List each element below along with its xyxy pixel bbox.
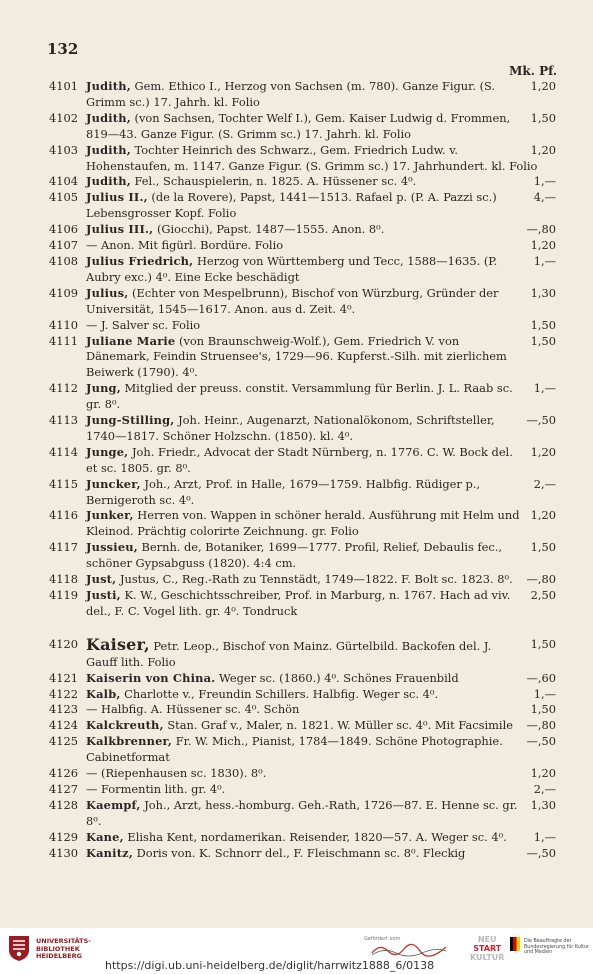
catalog-entry [49, 238, 558, 254]
entry-text [86, 671, 556, 687]
catalog-entry [49, 702, 558, 718]
entry-text [86, 766, 556, 782]
entry-price: 2,50 [530, 588, 556, 602]
entry-number: 4121 [49, 670, 78, 685]
federal-eagle-icon [510, 937, 520, 951]
entry-price: 1,30 [530, 285, 556, 300]
entry-name: Junge, [86, 444, 129, 459]
entry-number: 4126 [49, 766, 78, 781]
entry-name: Kanitz, [86, 845, 133, 860]
catalog-entry [49, 254, 558, 286]
entry-name: Judith, [86, 79, 131, 93]
entry-name: Judith, [86, 110, 131, 125]
entry-number: 4106 [49, 222, 78, 237]
entry-description: Joh., Arzt, hess.-homburg. Geh.-Rath, 1726—87. E. Henne sc. gr. 8⁰. [86, 797, 518, 828]
entry-price: 1,20 [530, 508, 556, 523]
catalog-entry [49, 508, 558, 540]
entry-description: (von Braunschweig-Wolf.), Gem. Friedrich V. von Dänemark, Feindin Struensee's, 1729—96. Kupferst.-Silh. mit zierlichem Beiwerk (1790). 4⁰. [86, 333, 507, 380]
entry-description: (Giocchi), Papst. 1487—1555. Anon. 8⁰. [156, 222, 385, 237]
entry-description: — Halbfig. A. Hüssener sc. 4⁰. Schön [86, 702, 300, 717]
entry-price: 1,— [533, 174, 556, 189]
entry-description: Petr. Leop., Bischof von Mainz. Gürtelbild. Backofen del. J. Gauff lith. Folio [86, 638, 492, 669]
entry-number: 4114 [49, 444, 78, 459]
entry-price: —,80 [526, 718, 556, 733]
entry-description: Charlotte v., Freundin Schillers. Halbfig. Weger sc. 4⁰. [124, 686, 439, 701]
catalog-entry [49, 671, 558, 687]
entry-description: — (Riepenhausen sc. 1830). 8⁰. [86, 766, 267, 781]
entry-number: 4116 [49, 508, 78, 523]
entry-number: 4117 [49, 540, 78, 555]
entry-number: 4102 [49, 110, 78, 125]
entry-name: Judith, [86, 174, 131, 189]
sponsor-caption: Gefördert vom [364, 936, 401, 942]
entry-name: Just, [86, 572, 117, 587]
library-name[interactable]: UNIVERSITÄTS- BIBLIOTHEK HEIDELBERG [36, 937, 91, 960]
entry-name: Julius Friedrich, [86, 253, 194, 268]
entry-price: —,50 [526, 734, 556, 749]
entry-text [86, 413, 556, 445]
entry-number: 4125 [49, 734, 78, 749]
entry-price: 1,20 [530, 444, 556, 459]
entry-price: 1,— [533, 381, 556, 396]
entry-description: Joh. Heinr., Augenarzt, Nationalökonom, Schriftsteller, 1740—1817. Schöner Holzschn. (1850). kl. 4⁰. [86, 413, 495, 443]
entry-price: 1,50 [530, 702, 556, 717]
catalog-entry [49, 687, 558, 703]
entry-description: Justus, C., Reg.-Rath zu Tennstädt, 1749—1822. F. Bolt sc. 1823. 8⁰. [119, 572, 513, 587]
entry-text [86, 734, 556, 766]
entry-price: 1,50 [530, 333, 556, 348]
neustart-kultur-logo[interactable]: NEU START KULTUR [470, 935, 505, 962]
sponsor-logo-icon [370, 941, 448, 957]
university-seal-icon[interactable] [6, 934, 32, 962]
entry-number: 4122 [49, 686, 78, 701]
entry-name: Kaiserin von China. [86, 670, 216, 685]
entry-description: — Anon. Mit figürl. Bordüre. Folio [86, 238, 284, 253]
catalog-entry [49, 445, 558, 477]
entry-number: 4124 [49, 718, 78, 733]
entry-description: Joh. Friedr., Advocat der Stadt Nürnberg, n. 1776. C. W. Bock del. et sc. 1805. gr. 8⁰. [86, 444, 513, 475]
entry-text [86, 687, 556, 703]
entry-name: Kalkbrenner, [86, 734, 173, 749]
entry-text [86, 572, 556, 588]
catalog-entry [49, 286, 558, 318]
entry-description: Bernh. de, Botaniker, 1699—1777. Profil, Relief, Debaulis fec., schöner Gypsabguss (1820). 4:4 cm. [86, 540, 503, 571]
entry-price: 4,— [533, 190, 556, 205]
entry-description: Doris von. K. Schnorr del., F. Fleischmann sc. 8⁰. Fleckig [136, 845, 466, 860]
entry-text [86, 718, 556, 734]
entry-price: 1,30 [530, 797, 556, 812]
entry-text [86, 830, 556, 846]
catalog-entry [49, 798, 558, 830]
entry-description: Stan. Graf v., Maler, n. 1821. W. Müller sc. 4⁰. Mit Facsimile [167, 718, 513, 733]
entry-number: 4129 [49, 829, 78, 844]
entry-name: Julius III., [86, 222, 154, 237]
entry-number: 4127 [49, 781, 78, 796]
entry-description: — Formentin lith. gr. 4⁰. [86, 781, 226, 796]
entry-name: Justi, [86, 588, 121, 602]
entry-text [86, 477, 556, 509]
entry-text [86, 702, 556, 718]
entry-number: 4107 [49, 238, 78, 253]
entry-name: Julius II., [86, 190, 148, 205]
entry-number: 4113 [49, 413, 78, 428]
entry-description: (Echter von Mespelbrunn), Bischof von Würzburg, Gründer der Universität, 1545—1617. Anon. aus d. Zeit. 4⁰. [86, 285, 499, 316]
entry-price: 1,— [533, 686, 556, 701]
entry-text [86, 381, 556, 413]
entry-number: 4119 [49, 588, 78, 602]
entry-text [86, 318, 556, 334]
entry-price: —,80 [526, 572, 556, 587]
entry-description: K. W., Geschichtsschreiber, Prof. in Marburg, n. 1767. Hach ad viv. del., F. C. Vogel lith. gr. 4⁰. Tondruck [86, 588, 511, 618]
entry-text [86, 540, 556, 572]
entry-name: Kane, [86, 829, 124, 844]
entry-text [86, 445, 556, 477]
entry-number: 4130 [49, 845, 78, 860]
entry-text [86, 286, 556, 318]
entry-text [86, 782, 556, 798]
catalog-entry [49, 846, 558, 862]
catalog-entry [49, 111, 558, 143]
entry-name: Julius, [86, 285, 129, 300]
entry-number: 4101 [49, 79, 78, 93]
entry-price: 1,20 [530, 766, 556, 781]
page-url-link[interactable]: https://digi.ub.uni-heidelberg.de/diglit/harrwitz1888_6/0138 [105, 959, 435, 972]
entry-description: Tochter Heinrich des Schwarz., Gem. Friedrich Ludw. v. Hohenstaufen, m. 1147. Ganze Figur. (S. Grimm sc.) 17. Jahrhundert. kl. Folio [86, 142, 538, 173]
entry-number: 4115 [49, 476, 78, 491]
entry-text [86, 634, 556, 671]
entry-description: (de la Rovere), Papst, 1441—1513. Rafael p. (P. A. Pazzi sc.) Lebensgrosser Kopf. Folio [86, 190, 497, 221]
entry-name: Kaiser, [86, 634, 150, 654]
catalog-entries [49, 79, 558, 862]
entry-price: 1,— [533, 829, 556, 844]
entry-number: 4110 [49, 317, 78, 332]
entry-price: —,80 [526, 222, 556, 237]
entry-description: Mitglied der preuss. constit. Versammlung für Berlin. J. L. Raab sc. gr. 8⁰. [86, 381, 513, 412]
entry-text [86, 190, 556, 222]
catalog-entry [49, 381, 558, 413]
entry-text [86, 143, 556, 175]
entry-number: 4120 [49, 636, 78, 651]
catalog-entry [49, 572, 558, 588]
entry-description: — J. Salver sc. Folio [86, 317, 201, 332]
entry-text [86, 111, 556, 143]
entry-description: Joh., Arzt, Prof. in Halle, 1679—1759. Halbfig. Rüdiger p., Bernigeroth sc. 4⁰. [86, 476, 480, 507]
entry-price: 2,— [533, 476, 556, 491]
catalog-entry [49, 766, 558, 782]
entry-name: Jung-Stilling, [86, 413, 175, 428]
entry-text [86, 588, 556, 620]
entry-text [86, 79, 556, 111]
entry-description: (von Sachsen, Tochter Welf I.), Gem. Kaiser Ludwig d. Frommen, 819—43. Ganze Figur. (S. Grimm sc.) 17. Jahrh. kl. Folio [86, 110, 511, 141]
entry-name: Judith, [86, 142, 131, 157]
catalog-entry [49, 782, 558, 798]
entry-text [86, 798, 556, 830]
entry-text [86, 334, 556, 382]
entry-price: 2,— [533, 781, 556, 796]
entry-description: Herzog von Württemberg und Tecc, 1588—1635. (P. Aubry exc.) 4⁰. Eine Ecke beschädigt [86, 253, 498, 284]
entry-price: 1,50 [530, 636, 556, 651]
entry-number: 4123 [49, 702, 78, 717]
entry-name: Junker, [86, 508, 134, 523]
entry-number: 4109 [49, 285, 78, 300]
catalog-entry [49, 174, 558, 190]
entry-text [86, 846, 556, 862]
bkm-caption: Die Beauftragte der Bundesregierung für Kultur und Medien [524, 939, 590, 956]
catalog-entry [49, 190, 558, 222]
entry-description: Elisha Kent, nordamerikan. Reisender, 1820—57. A. Weger sc. 4⁰. [127, 829, 507, 844]
entry-price: 1,20 [530, 142, 556, 157]
catalog-entry [49, 222, 558, 238]
entry-text [86, 222, 556, 238]
entry-name: Kalckreuth, [86, 718, 164, 733]
entry-text [86, 238, 556, 254]
viewer-footer [0, 928, 593, 974]
catalog-entry [49, 334, 558, 382]
catalog-entry [49, 540, 558, 572]
entry-number: 4112 [49, 381, 78, 396]
catalog-entry [49, 318, 558, 334]
catalog-entry [49, 477, 558, 509]
catalog-entry [49, 634, 558, 671]
entry-price: —,50 [526, 413, 556, 428]
entry-number: 4105 [49, 190, 78, 205]
entry-name: Jung, [86, 381, 121, 396]
entry-description: Fr. W. Mich., Pianist, 1784—1849. Schöne Photographie. Cabinetformat [86, 734, 503, 765]
entry-text [86, 174, 556, 190]
entry-text [86, 508, 556, 540]
entry-price: 1,50 [530, 317, 556, 332]
entry-description: Fel., Schauspielerin, n. 1825. A. Hüssener sc. 4⁰. [134, 174, 417, 189]
entry-number: 4128 [49, 797, 78, 812]
entry-description: Weger sc. (1860.) 4⁰. Schönes Frauenbild [219, 670, 459, 685]
entry-name: Juliane Marie [86, 333, 176, 348]
catalog-entry [49, 830, 558, 846]
entry-price: —,50 [526, 845, 556, 860]
catalog-entry [49, 734, 558, 766]
entry-text [86, 254, 556, 286]
catalog-entry [49, 79, 558, 111]
entry-number: 4103 [49, 142, 78, 157]
price-column-header: Mk. Pf. [509, 64, 557, 78]
catalog-entry [49, 718, 558, 734]
catalog-entry [49, 588, 558, 620]
entry-price: 1,20 [530, 238, 556, 253]
entry-description: Herren von. Wappen in schöner herald. Ausführung mit Helm und Kleinod. Prächtig colorirte Zeichnung. gr. Folio [86, 508, 520, 539]
entry-name: Kalb, [86, 686, 121, 701]
entry-price: —,60 [526, 670, 556, 685]
entry-number: 4111 [49, 333, 78, 348]
catalog-entry [49, 413, 558, 445]
entry-name: Kaempf, [86, 797, 141, 812]
page-number: 132 [47, 40, 79, 58]
entry-number: 4118 [49, 572, 78, 587]
entry-number: 4108 [49, 253, 78, 268]
entry-name: Jussieu, [86, 540, 138, 555]
entry-price: 1,50 [530, 110, 556, 125]
entry-description: Gem. Ethico I., Herzog von Sachsen (m. 780). Ganze Figur. (S. Grimm sc.) 17. Jahrh. kl. Folio [86, 79, 496, 109]
entry-price: 1,20 [530, 79, 556, 93]
entry-number: 4104 [49, 174, 78, 189]
catalog-entry [49, 143, 558, 175]
entry-price: 1,— [533, 253, 556, 268]
entry-name: Juncker, [86, 476, 141, 491]
entry-price: 1,50 [530, 540, 556, 555]
